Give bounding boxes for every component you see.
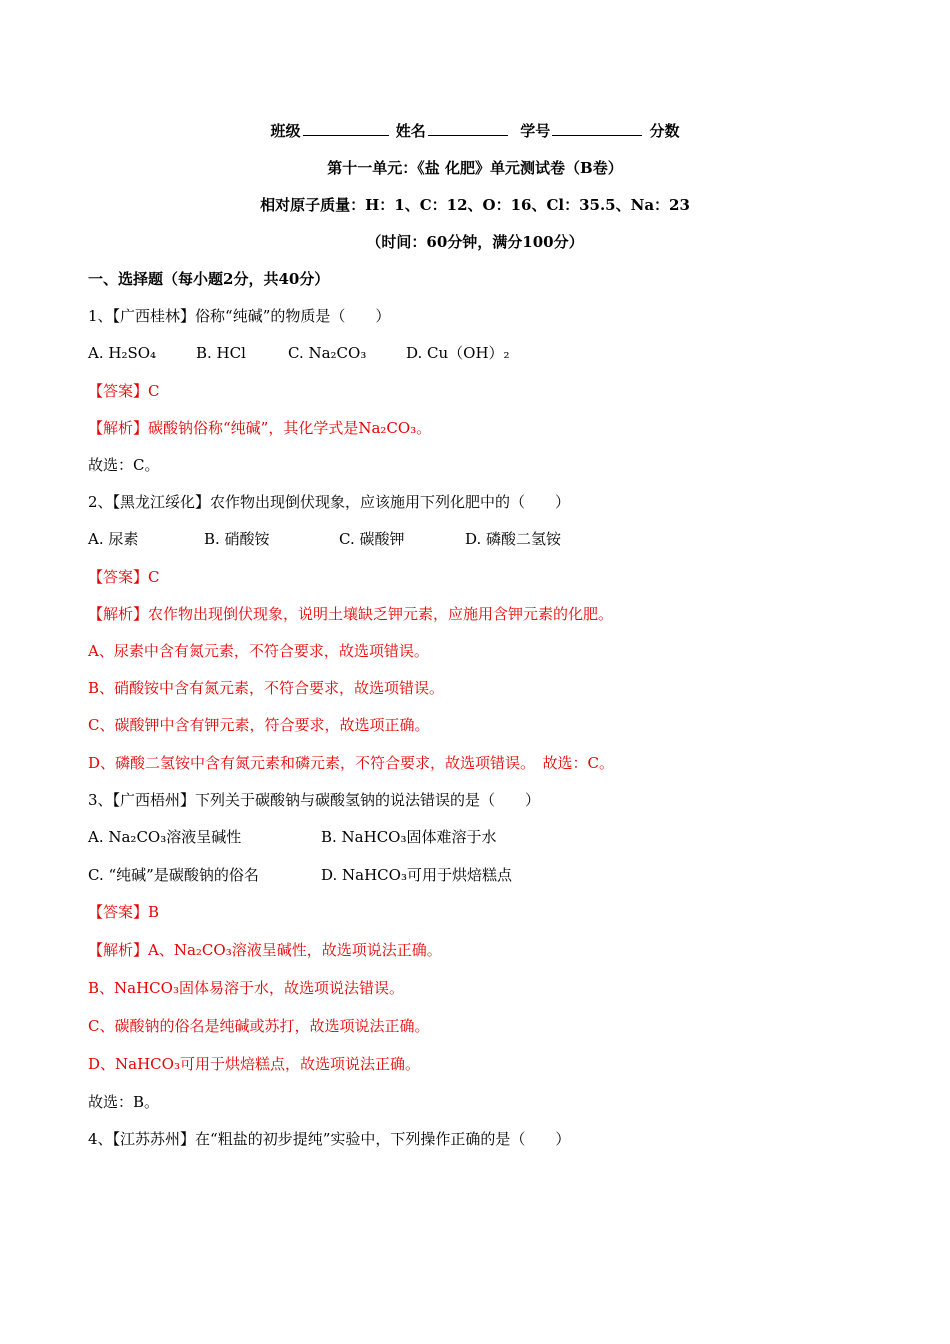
q3-options-row2 — [88, 865, 512, 885]
q1-answer: 【答案】C — [88, 382, 160, 400]
q3-options-row1 — [88, 827, 497, 847]
section-heading: 一、选择题（每小题2分，共40分） — [88, 270, 330, 288]
q2-analysis-b: B、硝酸铵中含有氮元素，不符合要求，故选项错误。 — [88, 679, 445, 697]
q1-option-a: A. H₂SO₄ — [88, 344, 157, 362]
number-blank — [552, 120, 642, 136]
q3-option-c: C. “纯碱”是碳酸钠的俗名 — [88, 866, 259, 884]
q3-stem: 3、【广西梧州】下列关于碳酸钠与碳酸氢钠的说法错误的是（ ） — [88, 791, 541, 809]
q2-options — [88, 529, 561, 549]
class-label: 班级 — [270, 122, 301, 140]
time-info: （时间：60分钟，满分100分） — [366, 233, 584, 251]
q3-analysis-b: B、NaHCO₃固体易溶于水，故选项说法错误。 — [88, 979, 404, 997]
score-label: 分数 — [649, 122, 680, 140]
q1-option-b: B. HCl — [196, 344, 246, 362]
q4-stem: 4、【江苏苏州】在“粗盐的初步提纯”实验中，下列操作正确的是（ ） — [88, 1130, 571, 1148]
q3-answer: 【答案】B — [88, 903, 160, 921]
exam-title: 第十一单元：《盐 化肥》单元测试卷（B卷） — [327, 159, 623, 177]
q2-analysis-c: C、碳酸钾中含有钾元素，符合要求，故选项正确。 — [88, 716, 430, 734]
q2-answer: 【答案】C — [88, 568, 160, 586]
q2-option-b: B. 硝酸铵 — [204, 530, 270, 548]
q3-analysis: 【解析】A、Na₂CO₃溶液呈碱性，故选项说法正确。 — [88, 941, 442, 959]
name-blank — [428, 120, 508, 136]
q1-options — [88, 343, 510, 363]
q1-option-d: D. Cu（OH）₂ — [406, 344, 510, 362]
q3-analysis-c: C、碳酸钠的俗名是纯碱或苏打，故选项说法正确。 — [88, 1017, 430, 1035]
q2-stem: 2、【黑龙江绥化】农作物出现倒伏现象，应该施用下列化肥中的（ ） — [88, 493, 571, 511]
q1-option-c: C. Na₂CO₃ — [288, 344, 367, 362]
q1-choice: 故选：C。 — [88, 456, 160, 474]
q3-option-b: B. NaHCO₃固体难溶于水 — [321, 828, 497, 846]
name-label: 姓名 — [395, 122, 426, 140]
class-blank — [303, 120, 389, 136]
q2-option-c: C. 碳酸钾 — [339, 530, 405, 548]
q1-stem: 1、【广西桂林】俗称“纯碱”的物质是（ ） — [88, 307, 391, 325]
q2-option-d: D. 磷酸二氢铵 — [465, 530, 562, 548]
q2-option-a: A. 尿素 — [88, 530, 139, 548]
number-label: 学号 — [520, 122, 551, 140]
atomic-mass-line: 相对原子质量：H：1、C：12、O：16、Cl：35.5、Na：23 — [260, 196, 690, 214]
q2-analysis-a: A、尿素中含有氮元素，不符合要求，故选项错误。 — [88, 642, 429, 660]
q3-analysis-d: D、NaHCO₃可用于烘焙糕点，故选项说法正确。 — [88, 1055, 420, 1073]
q3-choice: 故选：B。 — [88, 1093, 160, 1111]
q1-analysis: 【解析】碳酸钠俗称“纯碱”，其化学式是Na₂CO₃。 — [88, 419, 432, 437]
student-info-row — [0, 120, 950, 141]
q3-option-d: D. NaHCO₃可用于烘焙糕点 — [321, 866, 512, 884]
q2-analysis: 【解析】农作物出现倒伏现象，说明土壤缺乏钾元素，应施用含钾元素的化肥。 — [88, 605, 614, 623]
q3-option-a: A. Na₂CO₃溶液呈碱性 — [88, 828, 242, 846]
q2-analysis-d: D、磷酸二氢铵中含有氮元素和磷元素，不符合要求，故选项错误。 故选：C。 — [88, 754, 615, 772]
